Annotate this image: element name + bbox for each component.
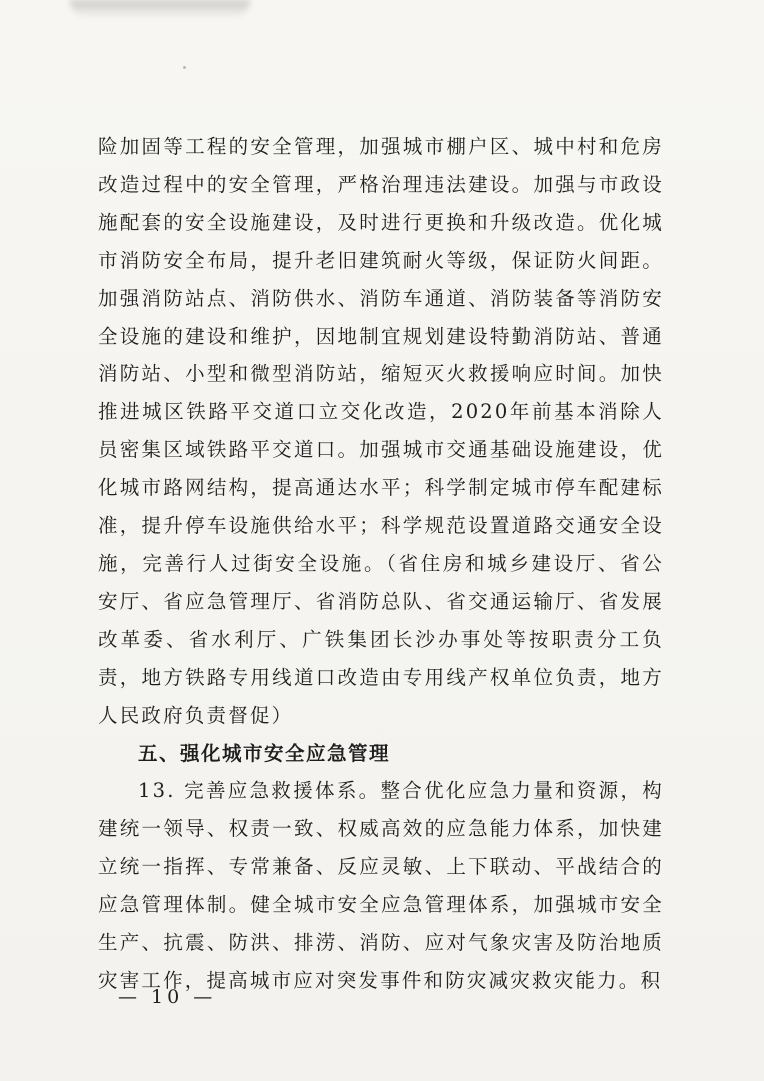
- scan-smudge: [70, 0, 250, 18]
- scan-speck: [183, 66, 186, 69]
- item-13-paragraph: 13. 完善应急救援体系。整合优化应急力量和资源，构建统一领导、权责一致、权威高效的应急能力体系，加快建立统一指挥、专常兼备、反应灵敏、上下联动、平战结合的应急管理体制。健全城市安全应急管理体系，加强城市安全生产、抗震、防洪、排涝、消防、应对气象灾害及防治地质灾害工作，提高城市应对突发事件和防灾减灾救灾能力。积: [98, 779, 664, 992]
- section-heading: 五、强化城市安全应急管理: [138, 741, 391, 765]
- page-content: [98, 128, 664, 1000]
- page-number: — 10 —: [118, 986, 217, 1008]
- continuation-paragraph: 险加固等工程的安全管理，加强城市棚户区、城中村和危房改造过程中的安全管理，严格治理违法建设。加强与市政设施配套的安全设施建设，及时进行更换和升级改造。优化城市消防安全布局，提升老旧建筑耐火等级，保证防火间距。加强消防站点、消防供水、消防车通道、消防装备等消防安全设施的建设和维护，因地制宜规划建设特勤消防站、普通消防站、小型和微型消防站，缩短灭火救援响应时间。加快推进城区铁路平交道口立交化改造，2020年前基本消除人员密集区域铁路平交道口。加强城市交通基础设施建设，优化城市路网结构，提高通达水平；科学制定城市停车配建标准，提升停车设施供给水平；科学规范设置道路交通安全设施，完善行人过街安全设施。（省住房和城乡建设厅、省公安厅、省应急管理厅、省消防总队、省交通运输厅、省发展改革委、省水利厅、广铁集团长沙办事处等按职责分工负责，地方铁路专用线道口改造由专用线产权单位负责，地方人民政府负责督促）: [98, 135, 664, 727]
